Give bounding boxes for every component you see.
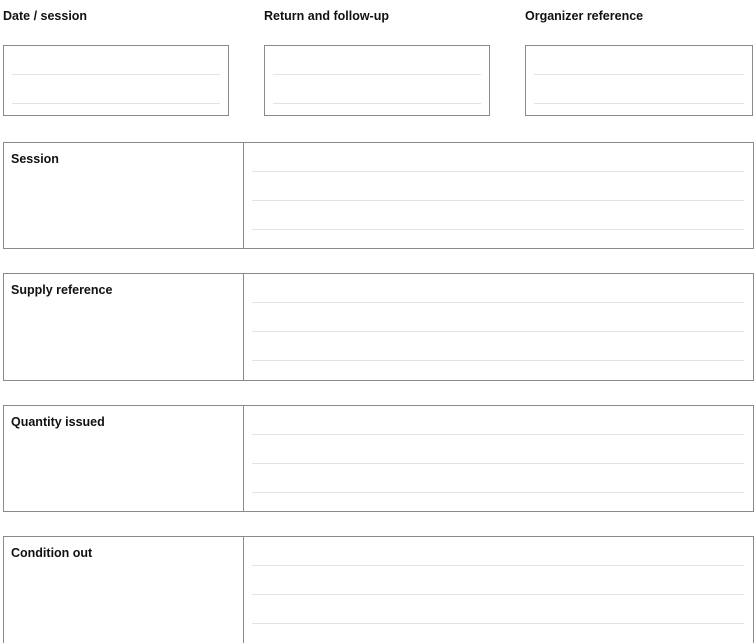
supply-reference-label-cell <box>4 274 244 380</box>
writing-line <box>273 103 481 104</box>
supply-reference-label: Supply reference <box>11 283 113 297</box>
return-follow-up-label: Return and follow-up <box>264 9 389 23</box>
session-label-cell <box>4 143 244 248</box>
writing-line <box>252 360 744 361</box>
writing-line <box>273 74 481 75</box>
organizer-reference-field[interactable] <box>525 45 753 116</box>
writing-line <box>534 103 744 104</box>
condition-out-entry-area[interactable] <box>244 537 753 643</box>
quantity-issued-entry-area[interactable] <box>244 406 753 511</box>
condition-out-label: Condition out <box>11 546 93 560</box>
writing-line <box>252 171 744 172</box>
quantity-issued-label-cell <box>4 406 244 511</box>
writing-line <box>252 463 744 464</box>
condition-out-row <box>3 536 754 643</box>
supply-reference-entry-area[interactable] <box>244 274 753 380</box>
writing-line <box>252 434 744 435</box>
date-session-field[interactable] <box>3 45 229 116</box>
writing-line <box>252 594 744 595</box>
writing-line <box>12 103 220 104</box>
date-session-label: Date / session <box>3 9 88 23</box>
quantity-issued-label: Quantity issued <box>11 415 105 429</box>
organizer-reference-label: Organizer reference <box>525 9 644 23</box>
condition-out-label-cell <box>4 537 244 643</box>
writing-line <box>252 302 744 303</box>
return-follow-up-field[interactable] <box>264 45 490 116</box>
session-row <box>3 142 754 249</box>
writing-line <box>252 565 744 566</box>
quantity-issued-row <box>3 405 754 512</box>
supply-reference-row <box>3 273 754 381</box>
writing-line <box>252 331 744 332</box>
writing-line <box>534 74 744 75</box>
session-label: Session <box>11 152 59 166</box>
writing-line <box>252 623 744 624</box>
session-entry-area[interactable] <box>244 143 753 248</box>
writing-line <box>252 492 744 493</box>
writing-line <box>252 200 744 201</box>
writing-line <box>12 74 220 75</box>
writing-line <box>252 229 744 230</box>
